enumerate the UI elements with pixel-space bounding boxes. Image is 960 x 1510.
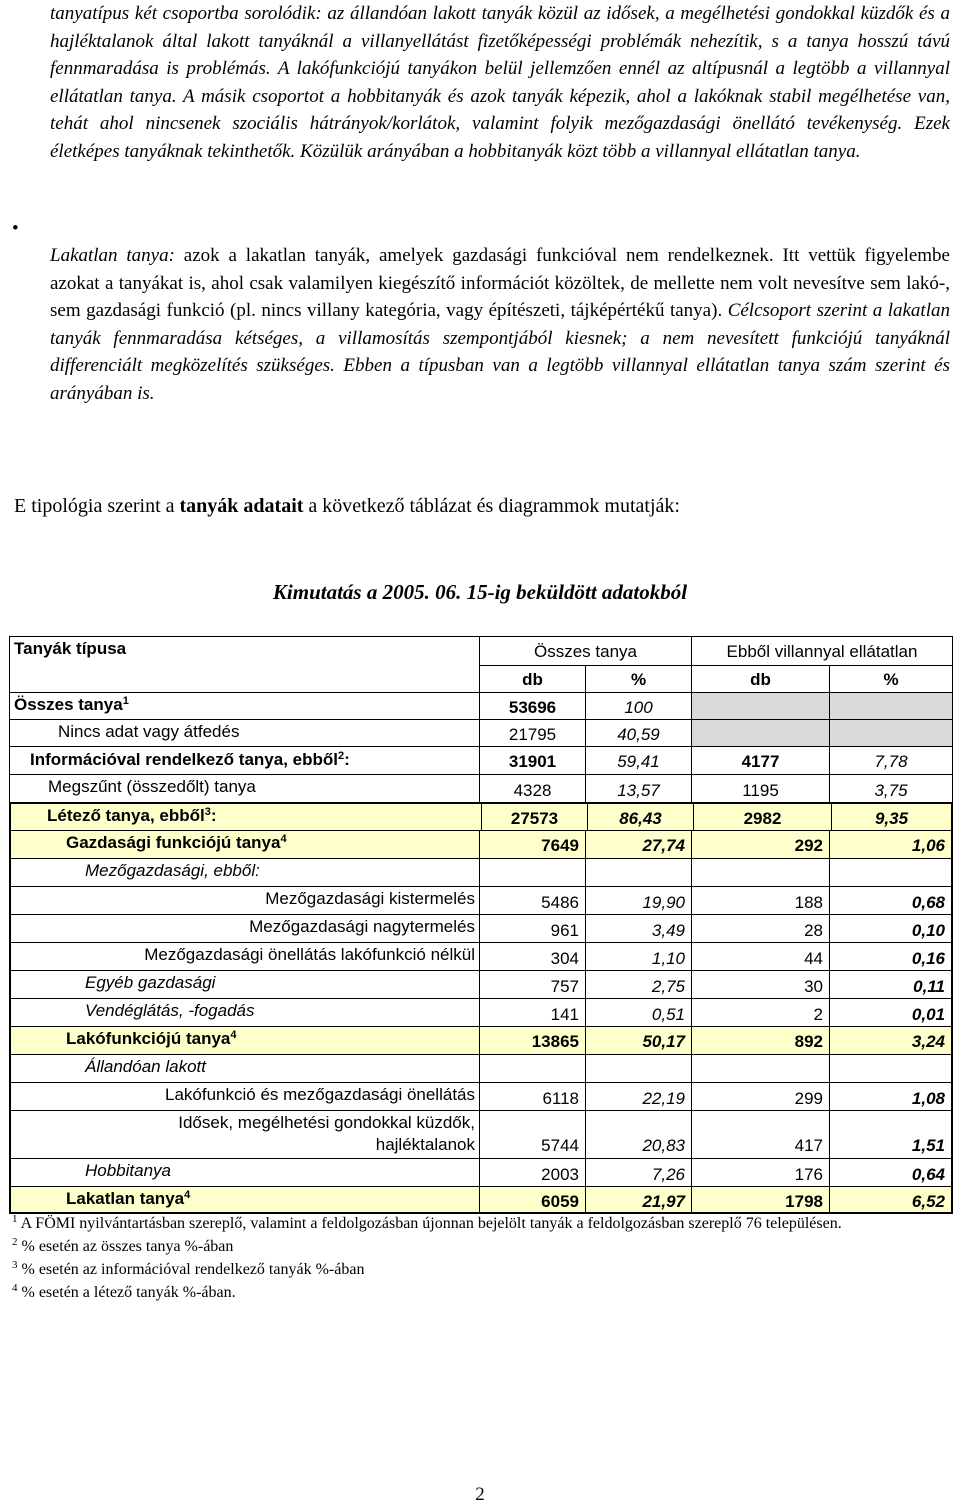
row-pct (585, 1054, 691, 1082)
row-pct2: 0,68 (829, 886, 953, 914)
row-label: Összes tanya$^1$ (9, 692, 479, 719)
bullet-text-plain: azok a lakatlan tanyák, amelyek gazdasági funkcióval nem rendelkeznek. Itt vettük figyelembe azokat a tanyákat is, ahol csak valamilyen kiegészítő információt közöltek, de mellette nem volt nevesítve sem lakó-, sem gazdasági funkció (pl. nincs villany kategória, vagy építészeti, tájképértékű tanya). (50, 245, 950, 321)
row-label: Idősek, megélhetési gondokkal küzdők, hajléktalanok (9, 1110, 479, 1158)
page-number: 2 (475, 1484, 485, 1505)
row-label: Létező tanya, ebből$^3$: (47, 806, 217, 825)
row-pct: 100 (585, 692, 691, 719)
row-db: 6059 (479, 1186, 585, 1214)
table-row (9, 746, 953, 774)
table-row (9, 942, 953, 970)
bullet-dot: • (12, 218, 19, 239)
footnotes (12, 1212, 942, 1304)
table-row (9, 1158, 953, 1186)
row-db2: 892 (691, 1026, 829, 1054)
row-pct: 22,19 (585, 1082, 691, 1110)
row-label: Információval rendelkező tanya, ebből$^2$: (9, 746, 479, 774)
row-pct2: 7,78 (829, 746, 953, 774)
row-pct: 13,57 (585, 774, 691, 802)
row-db2: 1798 (691, 1186, 829, 1214)
row-db: 757 (479, 970, 585, 998)
row-pct2: 1,08 (829, 1082, 953, 1110)
footnote-1: $^1$ A FÖMI nyilvántartásban szereplő, valamint a feldolgozásban újonnan bejelölt tanyák a feldolgozásban szereplő 76 településen. (12, 1213, 842, 1232)
row-label: Mezőgazdasági önellátás lakófunkció nélkül (9, 942, 479, 970)
row-db2: 1195 (691, 774, 829, 802)
table-row (9, 1054, 953, 1082)
row-pct2: 1,06 (829, 830, 953, 858)
row-pct: 19,90 (585, 886, 691, 914)
row-db: 304 (479, 942, 585, 970)
table-row (9, 998, 953, 1026)
row-pct: 40,59 (585, 719, 691, 746)
row-label: Hobbitanya (9, 1158, 479, 1186)
footnote-4: $^4$ % esetén a létező tanyák %-ában. (12, 1282, 236, 1301)
table-row (9, 692, 953, 719)
intro-bold: tanyák adatait (179, 495, 304, 517)
row-db2: 188 (691, 886, 829, 914)
row-pct: 0,51 (585, 998, 691, 1026)
row-db: 961 (479, 914, 585, 942)
table-header-row (9, 636, 953, 665)
row-label: Mezőgazdasági kistermelés (9, 886, 479, 914)
row-pct (585, 858, 691, 886)
row-pct: 1,10 (585, 942, 691, 970)
row-label: Lakatlan tanya$^4$ (9, 1186, 479, 1214)
row-label: Állandóan lakott (9, 1054, 479, 1082)
table-row (9, 719, 953, 746)
row-label: Nincs adat vagy átfedés (9, 719, 479, 746)
row-pct2 (829, 1054, 953, 1082)
row-db2: 28 (691, 914, 829, 942)
row-pct2: 3,75 (829, 774, 953, 802)
table-title: Kimutatás a 2005. 06. 15-ig beküldött adatokból (272, 580, 688, 604)
row-db2: 30 (691, 970, 829, 998)
row-db2: 4177 (691, 746, 829, 774)
footnote-3: $^3$ % esetén az információval rendelkező tanyák %-ában (12, 1259, 365, 1278)
table-row (9, 774, 953, 802)
bullet-text-italic: Célcsoport szerint a lakatlan tanyák fennmaradása kétséges, a villamosítás szempontjából kiesnek; a nem nevesített funkciójú tanyáknál differenciált megközelítés szükséges. Ebben a típusban van a legtöbb villannyal ellátatlan tanya szám szerint és arányában is. (50, 300, 950, 404)
row-db2: 299 (691, 1082, 829, 1110)
row-db: 4328 (479, 774, 585, 802)
table-row-highlight (9, 830, 953, 858)
paragraph-typology-continued: tanyatípus két csoportba sorolódik: az állandóan lakott tanyák közül az idősek, a megélhetési gondokkal küzdők és a hajléktalanok által lakott tanyáknál a villanyellátást fizetőképességi problémák nehezítik, s a tanya hosszú távú fennmaradása is problémás. A lakófunkciójú tanyákon belül jellemzően ennél az altípusnál a legtöbb a villannyal ellátatlan tanya. A másik csoportot a hobbitanyák és azok tanyák képezik, ahol a lakóknak stabil megélhetése van, tehát ahol nincsenek szociális hátrányok/korlátok, valamint folyik mezőgazdasági önellátó tevékenység. Ezek életképes tanyáknak tekinthetők. Közülük arányában a hobbitanyák közt több a villannyal ellátatlan tanya. (50, 3, 950, 162)
intro-before: E tipológia szerint a (14, 495, 180, 517)
row-pct: 21,97 (585, 1186, 691, 1214)
row-db: 141 (479, 998, 585, 1026)
row-pct: 50,17 (585, 1026, 691, 1054)
row-db: 2003 (479, 1158, 585, 1186)
row-db2: 176 (691, 1158, 829, 1186)
table-row-highlight (9, 1186, 953, 1214)
row-pct2-empty (829, 692, 953, 719)
row-pct: 7,26 (585, 1158, 691, 1186)
row-label: Megszűnt (összedőlt) tanya (9, 774, 479, 802)
table-subheader-row (9, 665, 953, 692)
subheader-db2: db (691, 665, 829, 692)
header-type: Tanyák típusa (9, 636, 479, 665)
row-label: Mezőgazdasági nagytermelés (9, 914, 479, 942)
subheader-pct: % (585, 665, 691, 692)
intro-after: a következő táblázat és diagrammok mutatják: (303, 495, 680, 517)
row-db: 53696 (479, 692, 585, 719)
row-db: 5744 (479, 1110, 585, 1158)
table-row-highlight (9, 802, 953, 830)
table-row (9, 914, 953, 942)
row-label: Vendéglátás, -fogadás (9, 998, 479, 1026)
row-pct2: 0,16 (829, 942, 953, 970)
table-row (9, 886, 953, 914)
row-pct2: 1,51 (829, 1110, 953, 1158)
row-db: 6118 (479, 1082, 585, 1110)
subheader-db: db (479, 665, 585, 692)
row-label: Mezőgazdasági, ebből: (9, 858, 479, 886)
row-db: 13865 (479, 1026, 585, 1054)
row-pct: 20,83 (585, 1110, 691, 1158)
row-pct2: 3,24 (829, 1026, 953, 1054)
row-pct2: 6,52 (829, 1186, 953, 1214)
row-label: Gazdasági funkciójú tanya$^4$ (9, 830, 479, 858)
table-row-highlight (9, 1026, 953, 1054)
row-db (479, 1054, 585, 1082)
row-label: Lakófunkciójú tanya$^4$ (9, 1026, 479, 1054)
row-pct2: 0,11 (829, 970, 953, 998)
bullet-lakatlan-tanya (50, 242, 950, 407)
header-no-electricity: Ebből villannyal ellátatlan (691, 636, 953, 665)
row-db2: 44 (691, 942, 829, 970)
row-db2: 2982 (693, 804, 831, 830)
table-row (9, 1082, 953, 1110)
row-pct: 3,49 (585, 914, 691, 942)
row-db: 27573 (481, 804, 587, 830)
row-pct: 27,74 (585, 830, 691, 858)
subheader-empty (9, 665, 479, 692)
footnote-2: $^2$ % esetén az összes tanya %-ában (12, 1236, 234, 1255)
row-db2 (691, 1054, 829, 1082)
subheader-pct2: % (829, 665, 953, 692)
row-db2-empty (691, 692, 829, 719)
row-pct2: 0,10 (829, 914, 953, 942)
intro-sentence (14, 492, 954, 520)
table-row (9, 1110, 953, 1158)
row-db: 5486 (479, 886, 585, 914)
row-pct2: 0,64 (829, 1158, 953, 1186)
row-db (479, 858, 585, 886)
row-db2: 417 (691, 1110, 829, 1158)
row-db2: 2 (691, 998, 829, 1026)
row-pct2: 0,01 (829, 998, 953, 1026)
header-total: Összes tanya (479, 636, 691, 665)
row-pct: 86,43 (587, 804, 693, 830)
row-db: 31901 (479, 746, 585, 774)
row-pct2-empty (829, 719, 953, 746)
row-pct: 59,41 (585, 746, 691, 774)
row-label: Lakófunkció és mezőgazdasági önellátás (9, 1082, 479, 1110)
row-db: 7649 (479, 830, 585, 858)
row-pct2: 9,35 (831, 804, 951, 830)
table-row (9, 970, 953, 998)
bullet-term: Lakatlan tanya: (50, 245, 175, 266)
row-db2-empty (691, 719, 829, 746)
row-pct2 (829, 858, 953, 886)
table-row (9, 858, 953, 886)
row-label: Egyéb gazdasági (9, 970, 479, 998)
row-pct: 2,75 (585, 970, 691, 998)
row-db2: 292 (691, 830, 829, 858)
row-db: 21795 (479, 719, 585, 746)
row-db2 (691, 858, 829, 886)
